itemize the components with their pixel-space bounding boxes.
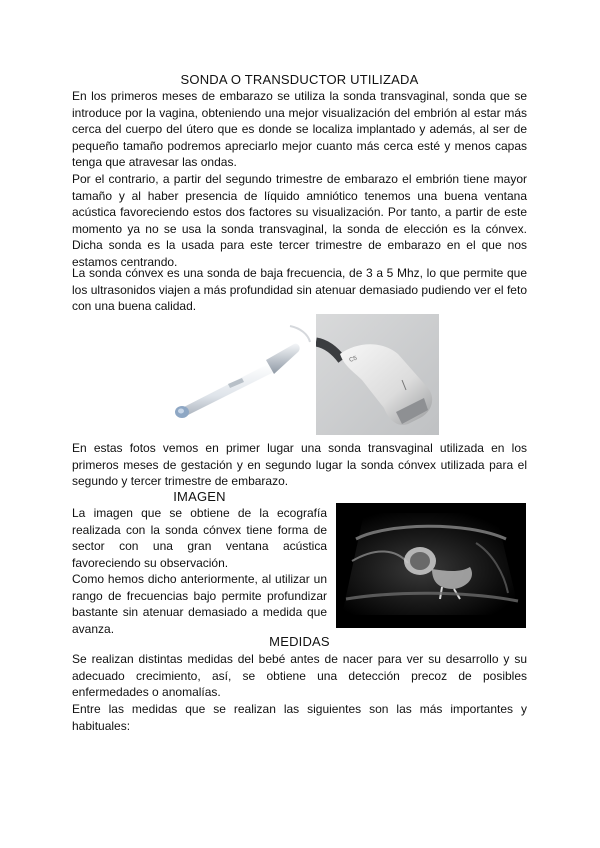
section-title-medidas: MEDIDAS bbox=[269, 634, 330, 649]
ultrasound-image bbox=[336, 503, 526, 628]
paragraph-transvaginal: En los primeros meses de embarazo se utiliza la sonda transvaginal, sonda que se introduce por la vagina, obteniendo una mejor visualización del embrión al estar más cerca del cuerpo del útero que es donde se localiza implantado y además, al ser de pequeño tamaño podremos apreciarlo mejor cuanto más cerca esté y menos capas tenga que atravesar las ondas. bbox=[72, 89, 527, 170]
paragraph-second-trimester: Por el contrario, a partir del segundo trimestre de embarazo el embrión tiene mayor tamaño y al haber presencia de líquido amniótico tenemos una buena ventana acústica favoreciendo estos dos factores su visualización. Por tanto, a partir de este momento ya no se usa la sonda transvaginal, la sonda de elección es la cónvex. Dicha sonda es la usada para este tercer trimestre de embarazo en el que nos estamos centrando. bbox=[72, 172, 527, 269]
section-title-sonda: SONDA O TRANSDUCTOR UTILIZADA bbox=[180, 72, 419, 87]
svg-text:C5: C5 bbox=[348, 355, 358, 364]
paragraph-photo-caption: En estas fotos vemos en primer lugar una sonda transvaginal utilizada en los primeros meses de gestación y en segundo lugar la sonda cónvex utilizada para el segundo y tercer trimestre de embarazo. bbox=[72, 441, 527, 489]
paragraph-measures-list-intro: Entre las medidas que se realizan las siguientes son las más importantes y habituales: bbox=[72, 702, 527, 733]
paragraph-frequency: Como hemos dicho anteriormente, al utilizar un rango de frecuencias bajo permite profundizar bastante sin atenuar demasiado a medida que avanza. bbox=[72, 572, 327, 636]
transvaginal-probe-image bbox=[170, 318, 316, 420]
convex-probe-image bbox=[316, 314, 439, 435]
paragraph-convex: La sonda cónvex es una sonda de baja frecuencia, de 3 a 5 Mhz, lo que permite que los ultrasonidos viajen a más profundidad sin atenuar demasiado pudiendo ver el feto con una buena calidad. bbox=[72, 266, 527, 314]
paragraph-image-shape: La imagen que se obtiene de la ecografía realizada con la sonda cónvex tiene forma de sector con una gran ventana acústica favoreciendo su observación. bbox=[72, 506, 327, 570]
section-title-imagen: IMAGEN bbox=[173, 489, 226, 504]
paragraph-measures-intro: Se realizan distintas medidas del bebé antes de nacer para ver su desarrollo y su adecuado crecimiento, así, se obtiene una detección precoz de posibles enfermedades o anomalías. bbox=[72, 652, 527, 700]
